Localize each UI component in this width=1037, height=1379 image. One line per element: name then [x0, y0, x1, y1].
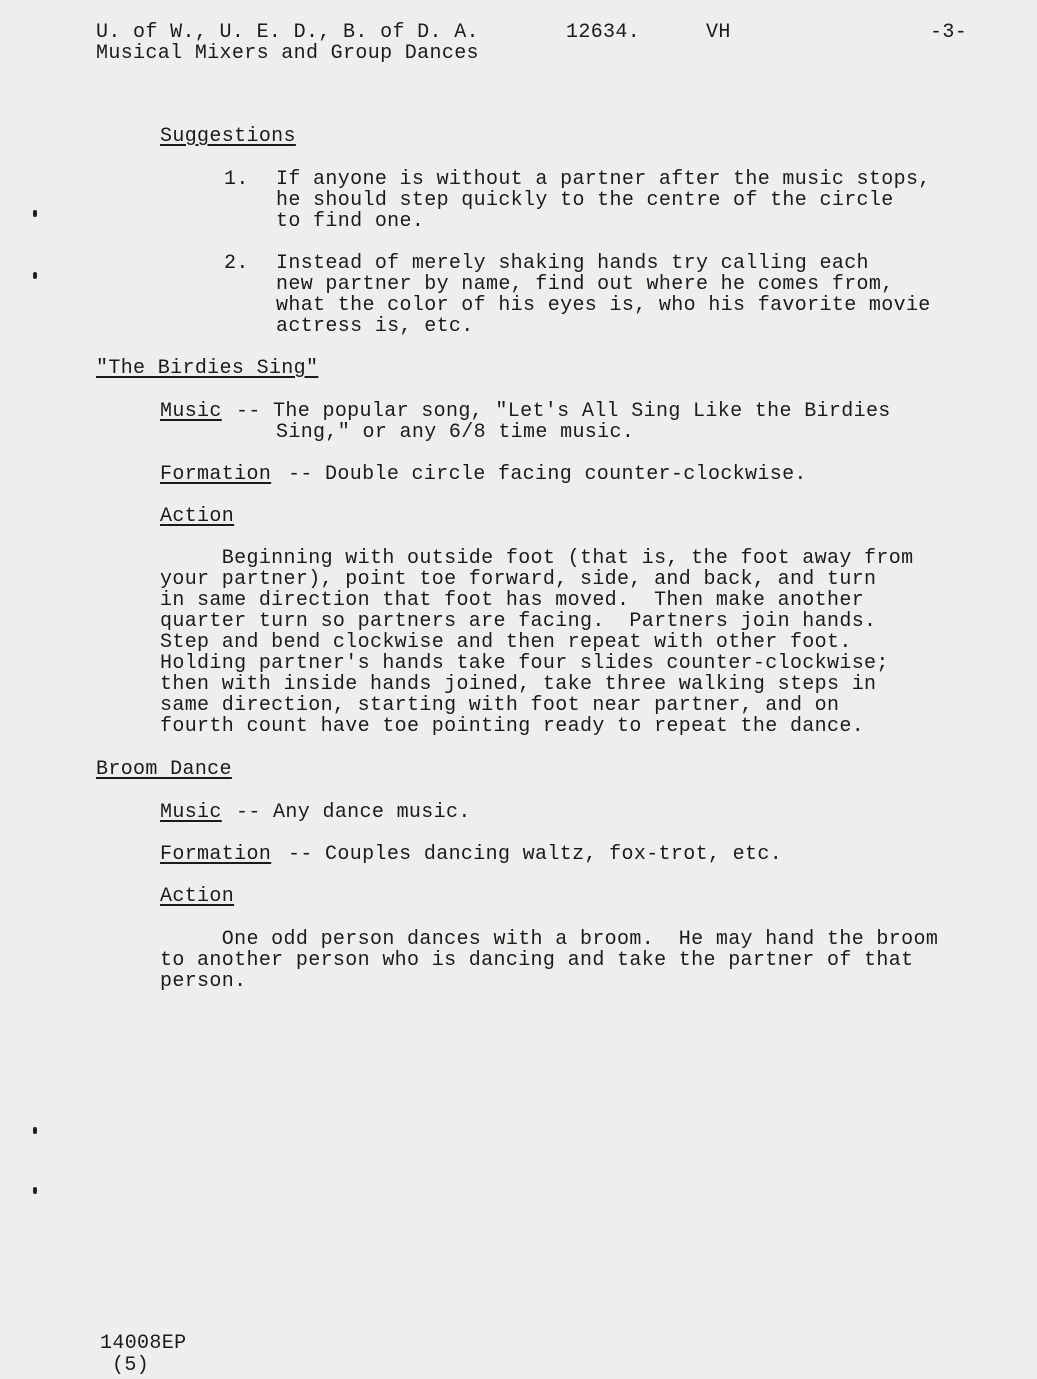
birdies-action-label: Action — [160, 505, 235, 528]
header-page-number: -3- — [930, 21, 968, 44]
broom-action-line: person. — [160, 970, 247, 993]
header-org: U. of W., U. E. D., B. of D. A. — [96, 21, 479, 44]
margin-mark — [33, 1187, 37, 1194]
birdies-title: "The Birdies Sing" — [96, 357, 319, 380]
birdies-action-line: Holding partner's hands take four slides counter-clockwise; — [160, 652, 889, 675]
birdies-action-line: in same direction that foot has moved. Then make another — [160, 589, 865, 612]
broom-music-label: Music — [160, 801, 222, 824]
birdies-action-line: same direction, starting with foot near partner, and on — [160, 694, 840, 717]
header-number: 12634. — [566, 21, 641, 44]
suggestion-line: he should step quickly to the centre of the circle — [276, 189, 894, 212]
broom-music-text: -- Any dance music. — [236, 801, 471, 824]
broom-action-line: One odd person dances with a broom. He may hand the broom — [160, 928, 939, 951]
broom-formation-text: -- Couples dancing waltz, fox-trot, etc. — [288, 843, 783, 866]
birdies-action-line: Beginning with outside foot (that is, the foot away from — [160, 547, 914, 570]
birdies-music-text: -- The popular song, "Let's All Sing Like the Birdies — [236, 400, 891, 423]
suggestion-line: new partner by name, find out where he comes from, — [276, 273, 894, 296]
suggestion-line: Instead of merely shaking hands try calling each — [276, 252, 869, 275]
footer-number: (5) — [112, 1354, 150, 1377]
birdies-action-line: Step and bend clockwise and then repeat with other foot. — [160, 631, 852, 654]
birdies-action-line: your partner), point toe forward, side, and back, and turn — [160, 568, 877, 591]
suggestions-heading: Suggestions — [160, 125, 296, 148]
footer-code: 14008EP — [100, 1332, 187, 1355]
birdies-formation-text: -- Double circle facing counter-clockwise. — [288, 463, 807, 486]
margin-mark — [33, 272, 37, 279]
margin-mark — [33, 1127, 37, 1134]
suggestion-number: 2. — [224, 252, 249, 275]
suggestion-line: actress is, etc. — [276, 315, 474, 338]
suggestion-line: what the color of his eyes is, who his favorite movie — [276, 294, 931, 317]
birdies-action-line: then with inside hands joined, take three walking steps in — [160, 673, 877, 696]
birdies-music-label: Music — [160, 400, 222, 423]
birdies-action-line: fourth count have toe pointing ready to repeat the dance. — [160, 715, 865, 738]
broom-action-line: to another person who is dancing and take the partner of that — [160, 949, 914, 972]
header-subtitle: Musical Mixers and Group Dances — [96, 42, 479, 65]
suggestion-line: to find one. — [276, 210, 425, 233]
suggestion-line: If anyone is without a partner after the music stops, — [276, 168, 931, 191]
suggestion-number: 1. — [224, 168, 249, 191]
birdies-music-text: Sing," or any 6/8 time music. — [276, 421, 635, 444]
birdies-formation-label: Formation — [160, 463, 272, 486]
broom-title: Broom Dance — [96, 758, 232, 781]
margin-mark — [33, 210, 37, 217]
header-code: VH — [706, 21, 731, 44]
birdies-action-line: quarter turn so partners are facing. Partners join hands. — [160, 610, 877, 633]
broom-formation-label: Formation — [160, 843, 272, 866]
broom-action-label: Action — [160, 885, 235, 908]
